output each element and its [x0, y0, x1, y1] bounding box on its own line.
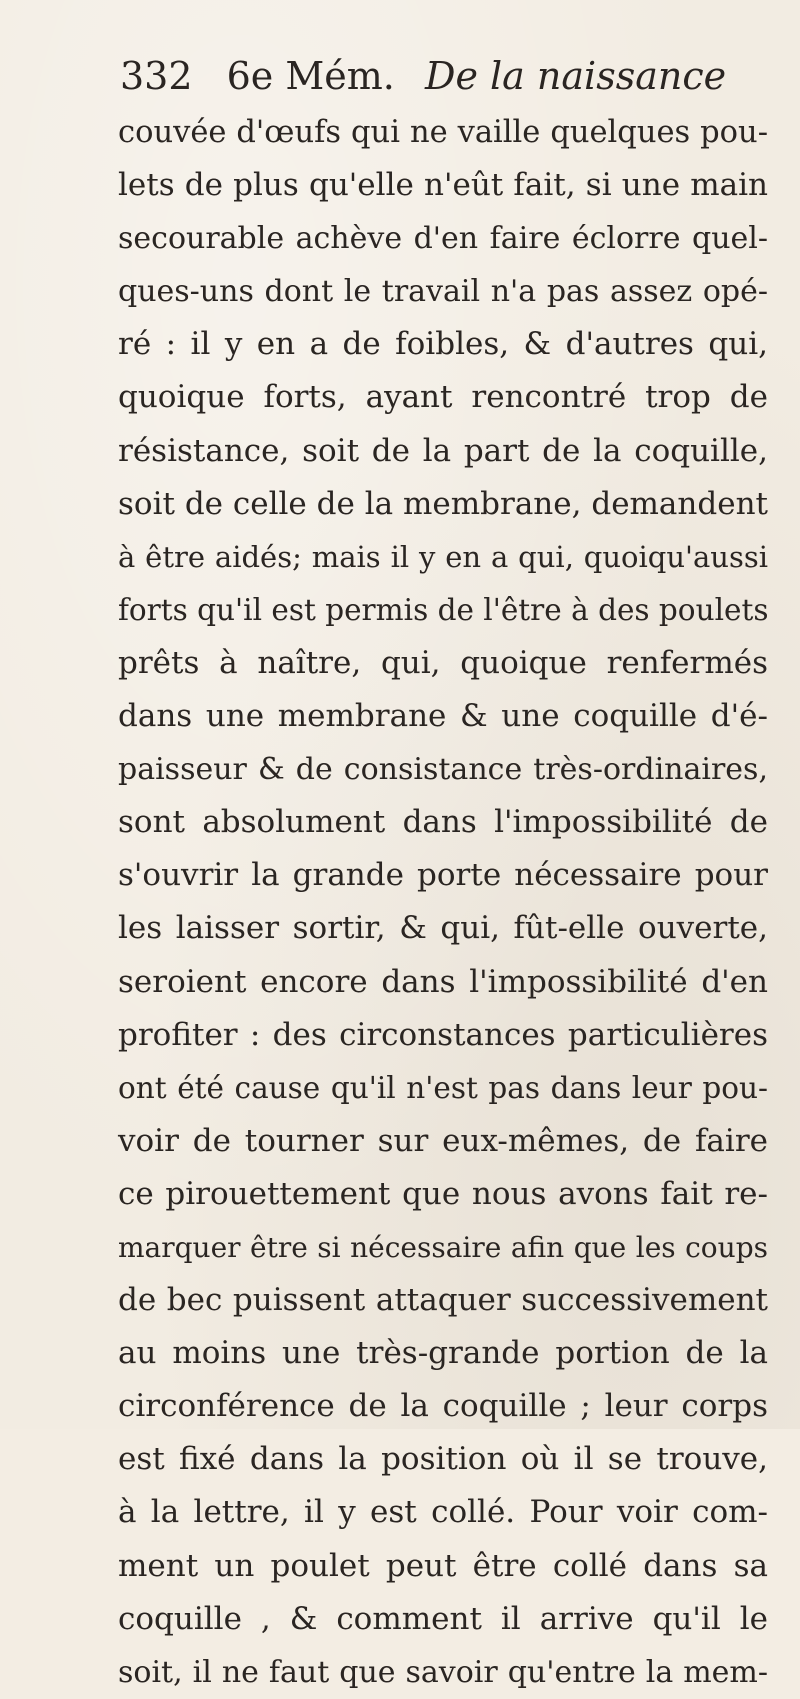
memoir-label: 6e Mém.	[226, 54, 395, 98]
text-line: dans une membrane & une coquille d'é-	[118, 698, 768, 735]
text-line: ques-uns dont le travail n'a pas assez opé-	[118, 274, 768, 310]
text-line: prêts à naître, qui, quoique renfermés	[118, 644, 768, 681]
text-line: marquer être si nécessaire afin que les coups	[118, 1230, 768, 1264]
text-line: quoique forts, ayant rencontré trop de	[118, 379, 768, 416]
text-line: au moins une très-grande portion de la	[118, 1335, 768, 1372]
page-header	[120, 46, 740, 106]
text-line: forts qu'il est permis de l'être à des poulets	[118, 592, 769, 627]
text-line: les laisser sortir, & qui, fût-elle ouverte,	[118, 910, 768, 947]
text-line: résistance, soit de la part de la coquille,	[118, 432, 768, 469]
text-line: soit, il ne faut que savoir qu'entre la mem-	[118, 1654, 768, 1690]
text-line: ment un poulet peut être collé dans sa	[118, 1547, 768, 1584]
text-line: ce pirouettement que nous avons fait re-	[118, 1175, 768, 1212]
text-line: voir de tourner sur eux-mêmes, de faire	[118, 1122, 768, 1159]
text-line: de bec puissent attaquer successivement	[118, 1282, 768, 1319]
page-number: 332	[120, 54, 193, 98]
text-line: à être aidés; mais il y en a qui, quoiqu'aussi	[118, 539, 768, 574]
text-line: profiter : des circonstances particulières	[118, 1016, 768, 1053]
body-text	[118, 106, 768, 1699]
text-line: secourable achève d'en faire éclorre quel-	[118, 221, 768, 257]
running-title: De la naissance	[424, 54, 727, 98]
text-line: lets de plus qu'elle n'eût fait, si une main	[118, 167, 768, 204]
text-line: seroient encore dans l'impossibilité d'en	[118, 963, 768, 1000]
text-line: circonférence de la coquille ; leur corps	[118, 1388, 768, 1425]
text-line: coquille , & comment il arrive qu'il le	[118, 1600, 768, 1637]
text-line: est fixé dans la position où il se trouve,	[118, 1441, 768, 1478]
text-line: paisseur & de consistance très-ordinaires,	[118, 752, 768, 788]
text-line: ont été cause qu'il n'est pas dans leur pou-	[118, 1070, 768, 1105]
text-line: à la lettre, il y est collé. Pour voir com-	[118, 1494, 768, 1531]
text-line: s'ouvrir la grande porte nécessaire pour	[118, 857, 768, 894]
text-line: sont absolument dans l'impossibilité de	[118, 804, 768, 841]
text-line: soit de celle de la membrane, demandent	[118, 485, 768, 522]
text-line: couvée d'œufs qui ne vaille quelques pou-	[118, 115, 768, 150]
text-line: ré : il y en a de foibles, & d'autres qui,	[118, 326, 768, 363]
